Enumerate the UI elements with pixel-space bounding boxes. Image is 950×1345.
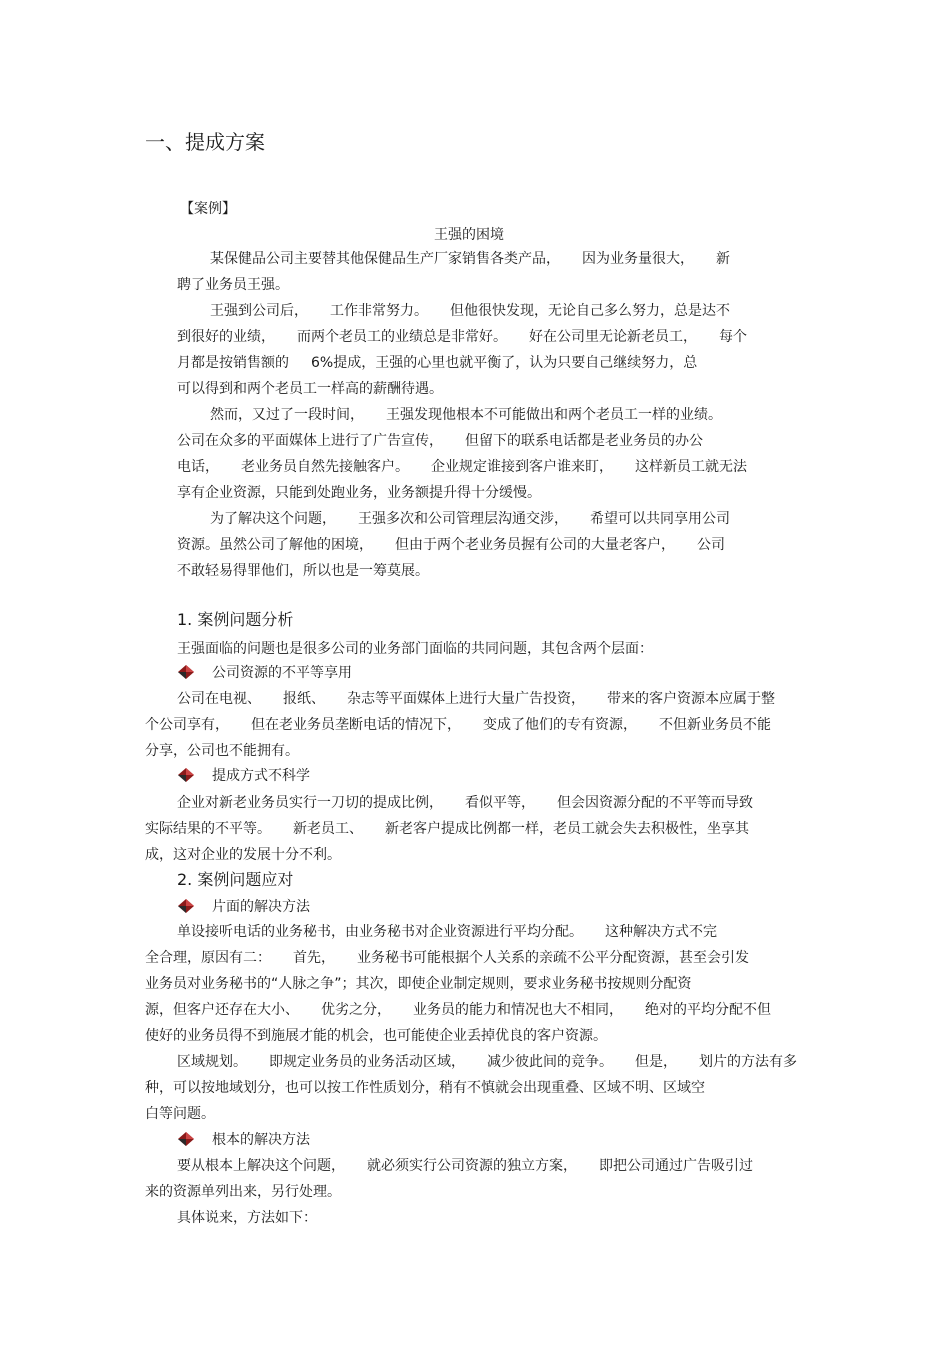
page-title: 一、提成方案 bbox=[145, 130, 265, 154]
text-segment: 杂志等平面媒体上进行大量广告投资， bbox=[347, 691, 585, 707]
text-segment: 即把公司通过广告吸引过 bbox=[599, 1158, 753, 1174]
text-segment: 源，但客户还存在大小、 bbox=[145, 1002, 299, 1018]
text-segment: 新 bbox=[716, 251, 730, 267]
text-segment: 这种解决方式不完 bbox=[605, 924, 717, 940]
text-line bbox=[145, 949, 749, 967]
text-segment: 业务员对业务秘书的“人脉之争”；其次，即使企业制定规则，要求业务秘书按规则分配资 bbox=[145, 976, 692, 992]
text-line bbox=[145, 1001, 771, 1019]
text-segment: 区域规划。 bbox=[177, 1054, 247, 1070]
text-segment: 即规定业务员的业务活动区域， bbox=[269, 1054, 465, 1070]
text-line bbox=[177, 328, 747, 346]
text-segment: 因为业务量很大， bbox=[582, 251, 694, 267]
text-segment: 这样新员工就无法 bbox=[635, 459, 747, 475]
text-segment: 业务员的能力和情况也大不相同， bbox=[413, 1002, 623, 1018]
text-line bbox=[177, 1157, 753, 1175]
text-segment: 绝对的平均分配不但 bbox=[645, 1002, 771, 1018]
text-line bbox=[177, 276, 289, 294]
text-line bbox=[177, 562, 429, 580]
text-segment: 新老客户提成比例都一样，老员工就会失去积极性，坐享其 bbox=[385, 821, 749, 837]
text-segment: 全合理，原因有二： bbox=[145, 950, 271, 966]
text-segment: 白等问题。 bbox=[145, 1106, 215, 1122]
text-segment: 公司在电视、 bbox=[177, 691, 261, 707]
text-line bbox=[210, 510, 730, 528]
text-segment: 资源。虽然公司了解他的困境， bbox=[177, 537, 373, 553]
text-segment: 公司 bbox=[697, 537, 725, 553]
text-line bbox=[177, 380, 443, 398]
text-segment: 成，这对企业的发展十分不利。 bbox=[145, 847, 341, 863]
text-segment: 分享，公司也不能拥有。 bbox=[145, 743, 299, 759]
text-segment: 聘了业务员王强。 bbox=[177, 277, 289, 293]
text-segment: 种，可以按地域划分，也可以按工作性质划分，稍有不慎就会出现重叠、区域不明、区域空 bbox=[145, 1080, 705, 1096]
text-segment: 到很好的业绩， bbox=[177, 329, 275, 345]
text-segment: 减少彼此间的竞争。 bbox=[487, 1054, 613, 1070]
text-segment: 来的资源单列出来，另行处理。 bbox=[145, 1184, 341, 1200]
text-segment: 首先， bbox=[293, 950, 335, 966]
case-tag: 【案例】 bbox=[180, 201, 236, 217]
text-line bbox=[177, 536, 725, 554]
text-line bbox=[177, 458, 747, 476]
text-segment: 新老员工、 bbox=[293, 821, 363, 837]
text-line bbox=[177, 690, 775, 708]
text-segment: 可以得到和两个老员工一样高的薪酬待遇。 bbox=[177, 381, 443, 397]
text-line bbox=[145, 820, 749, 838]
text-segment: 要从根本上解决这个问题， bbox=[177, 1158, 345, 1174]
text-line bbox=[177, 923, 717, 941]
text-segment: 报纸、 bbox=[283, 691, 325, 707]
text-line bbox=[145, 1027, 607, 1045]
text-line bbox=[210, 302, 730, 320]
text-segment: 王强发现他根本不可能做出和两个老员工一样的业绩。 bbox=[386, 407, 722, 423]
text-line bbox=[145, 1183, 341, 1201]
text-line bbox=[177, 1053, 797, 1071]
text-line bbox=[145, 1105, 215, 1123]
text-segment: 为了解决这个问题， bbox=[210, 511, 336, 527]
text-segment: 而两个老员工的业绩总是非常好。 bbox=[297, 329, 507, 345]
text-line bbox=[177, 1209, 317, 1227]
diamond-bullet-icon bbox=[177, 1131, 195, 1147]
text-segment: 看似平等， bbox=[465, 795, 535, 811]
text-segment: 不但新业务员不能 bbox=[659, 717, 771, 733]
text-segment: 就必须实行公司资源的独立方案， bbox=[367, 1158, 577, 1174]
text-segment: 单设接听电话的业务秘书，由业务秘书对企业资源进行平均分配。 bbox=[177, 924, 583, 940]
text-line bbox=[145, 742, 299, 760]
text-segment: 企业对新老业务员实行一刀切的提成比例， bbox=[177, 795, 443, 811]
text-segment: 优劣之分， bbox=[321, 1002, 391, 1018]
text-segment: 但在老业务员垄断电话的情况下， bbox=[251, 717, 461, 733]
text-segment: 享有企业资源，只能到处跑业务，业务额提升得十分缓慢。 bbox=[177, 485, 541, 501]
text-segment: 使好的业务员得不到施展才能的机会，也可能使企业丢掉优良的客户资源。 bbox=[145, 1028, 607, 1044]
text-segment: 6%提成，王强的心里也就平衡了，认为只要自己继续努力，总 bbox=[311, 355, 698, 371]
text-segment: 但会因资源分配的不平等而导致 bbox=[557, 795, 753, 811]
text-line bbox=[145, 975, 692, 993]
text-line bbox=[177, 432, 703, 450]
text-segment: 然而，又过了一段时间， bbox=[210, 407, 364, 423]
text-line bbox=[145, 1079, 705, 1097]
diamond-bullet-icon bbox=[177, 664, 195, 680]
bullet-label: 提成方式不科学 bbox=[212, 768, 310, 784]
text-segment: 划片的方法有多 bbox=[699, 1054, 797, 1070]
text-segment: 每个 bbox=[719, 329, 747, 345]
text-segment: 老业务员自然先接触客户。 bbox=[241, 459, 409, 475]
text-line bbox=[210, 250, 730, 268]
section1-intro: 王强面临的问题也是很多公司的业务部门面临的共同问题，其包含两个层面： bbox=[177, 641, 653, 657]
text-line bbox=[177, 794, 753, 812]
text-line bbox=[145, 846, 341, 864]
bullet-label: 根本的解决方法 bbox=[212, 1132, 310, 1148]
text-segment: 实际结果的不平等。 bbox=[145, 821, 271, 837]
diamond-bullet-icon bbox=[177, 767, 195, 783]
text-segment: 王强多次和公司管理层沟通交涉， bbox=[358, 511, 568, 527]
text-segment: 带来的客户资源本应属于整 bbox=[607, 691, 775, 707]
text-segment: 企业规定谁接到客户谁来盯， bbox=[431, 459, 613, 475]
text-line bbox=[177, 484, 541, 502]
case-title: 王强的困境 bbox=[434, 227, 504, 243]
text-segment: 但是， bbox=[635, 1054, 677, 1070]
text-segment: 工作非常努力。 bbox=[330, 303, 428, 319]
text-segment: 月都是按销售额的 bbox=[177, 355, 289, 371]
text-segment: 变成了他们的专有资源， bbox=[483, 717, 637, 733]
text-segment: 但留下的联系电话都是老业务员的办公 bbox=[465, 433, 703, 449]
text-line bbox=[210, 406, 722, 424]
text-segment: 不敢轻易得罪他们，所以也是一筹莫展。 bbox=[177, 563, 429, 579]
text-segment: 希望可以共同享用公司 bbox=[590, 511, 730, 527]
text-segment: 但由于两个老业务员握有公司的大量老客户， bbox=[395, 537, 675, 553]
section2-heading: 2. 案例问题应对 bbox=[177, 870, 294, 889]
text-segment: 某保健品公司主要替其他保健品生产厂家销售各类产品， bbox=[210, 251, 560, 267]
text-segment: 王强到公司后， bbox=[210, 303, 308, 319]
text-segment: 好在公司里无论新老员工， bbox=[529, 329, 697, 345]
bullet-label: 公司资源的不平等享用 bbox=[212, 665, 352, 681]
text-segment: 公司在众多的平面媒体上进行了广告宣传， bbox=[177, 433, 443, 449]
bullet-label: 片面的解决方法 bbox=[212, 899, 310, 915]
text-line bbox=[145, 716, 771, 734]
text-segment: 但他很快发现，无论自己多么努力，总是达不 bbox=[450, 303, 730, 319]
diamond-bullet-icon bbox=[177, 898, 195, 914]
text-segment: 个公司享有， bbox=[145, 717, 229, 733]
text-line bbox=[177, 354, 697, 372]
text-segment: 电话， bbox=[177, 459, 219, 475]
section1-heading: 1. 案例问题分析 bbox=[177, 610, 294, 629]
text-segment: 具体说来，方法如下： bbox=[177, 1210, 317, 1226]
text-segment: 业务秘书可能根据个人关系的亲疏不公平分配资源，甚至会引发 bbox=[357, 950, 749, 966]
